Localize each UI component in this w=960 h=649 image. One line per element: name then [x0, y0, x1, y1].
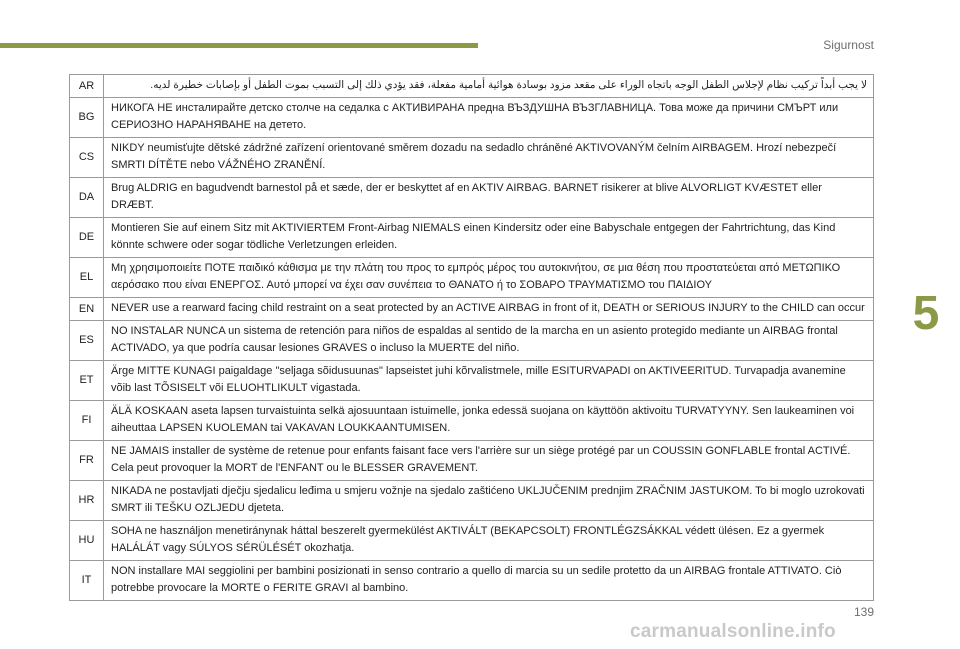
warning-text: НИКОГА НЕ инсталирайте детско столче на седалка с АКТИВИРАНА предна ВЪЗДУШНА ВЪЗГЛАВНИЦА. Това може да причини СМЪРТ или СЕРИОЗНО НАРАНЯВАНЕ на детето.	[104, 98, 874, 138]
language-code: BG	[70, 98, 104, 138]
warning-text: Μη χρησιμοποιείτε ΠΟΤΕ παιδικό κάθισμα με την πλάτη του προς το εμπρός μέρος του αυτοκινήτου, σε μια θέση που προστατεύεται από ΜΕΤΩΠΙΚΟ αερόσακο που είναι ΕΝΕΡΓΟΣ. Αυτό μπορεί να έχει σαν συνέπεια το ΘΑΝΑΤΟ ή το ΣΟΒΑΡΟ ΤΡΑΥΜΑΤΙΣΜΟ του ΠΑΙΔΙΟΥ	[104, 258, 874, 298]
language-code: HU	[70, 521, 104, 561]
language-code: EN	[70, 298, 104, 321]
table-row	[70, 521, 874, 561]
table-row	[70, 298, 874, 321]
table-row	[70, 401, 874, 441]
table-row	[70, 75, 874, 98]
language-code: FR	[70, 441, 104, 481]
table-row	[70, 481, 874, 521]
language-code: EL	[70, 258, 104, 298]
warning-text: NE JAMAIS installer de système de retenue pour enfants faisant face vers l'arrière sur un siège protégé par un COUSSIN GONFLABLE frontal ACTIVÉ. Cela peut provoquer la MORT de l'ENFANT ou le BLESSER GRAVEMENT.	[104, 441, 874, 481]
table-row	[70, 258, 874, 298]
warning-text: Montieren Sie auf einem Sitz mit AKTIVIERTEM Front-Airbag NIEMALS einen Kindersitz oder eine Babyschale entgegen der Fahrtrichtung, das Kind könnte schwere oder sogar tödliche Verletzungen erleiden.	[104, 218, 874, 258]
chapter-number: 5	[912, 286, 940, 340]
table-row	[70, 98, 874, 138]
table-row	[70, 321, 874, 361]
warning-text: NIKDY neumisťujte dětské zádržné zařízení orientované směrem dozadu na sedadlo chráněné AKTIVOVANÝM čelním AIRBAGEM. Hrozí nebezpečí SMRTI DÍTĚTE nebo VÁŽNÉHO ZRANĚNÍ.	[104, 138, 874, 178]
language-code: HR	[70, 481, 104, 521]
page-number: 139	[853, 605, 874, 619]
warning-text: NON installare MAI seggiolini per bambini posizionati in senso contrario a quello di marcia su un sedile protetto da un AIRBAG frontale ATTIVATO. Ciò potrebbe provocare la MORTE o FERITE GRAVI al bambino.	[104, 561, 874, 601]
language-code: CS	[70, 138, 104, 178]
table-row	[70, 441, 874, 481]
warning-text: NEVER use a rearward facing child restraint on a seat protected by an ACTIVE AIRBAG in front of it, DEATH or SERIOUS INJURY to the CHILD can occur	[104, 298, 874, 321]
section-title: Sigurnost	[823, 38, 874, 52]
warning-text: NO INSTALAR NUNCA un sistema de retención para niños de espaldas al sentido de la marcha en un asiento protegido mediante un AIRBAG frontal ACTIVADO, ya que podría causar lesiones GRAVES o incluso la MUERTE del niño.	[104, 321, 874, 361]
language-code: FI	[70, 401, 104, 441]
language-code: DE	[70, 218, 104, 258]
header-accent-bar	[0, 43, 478, 48]
watermark: carmanualsonline.info	[630, 621, 836, 642]
language-code: IT	[70, 561, 104, 601]
airbag-warning-table	[69, 74, 874, 601]
warning-text: Ärge MITTE KUNAGI paigaldage "seljaga sõidusuunas" lapseistet juhi kõrvalistmele, mille ESITURVAPADI on AKTIVEERITUD. Turvapadja avanemine võib last TÕSISELT või ELUOHTLIKULT vigastada.	[104, 361, 874, 401]
warning-text: Brug ALDRIG en bagudvendt barnestol på et sæde, der er beskyttet af en AKTIV AIRBAG. BARNET risikerer at blive ALVORLIGT KVÆSTET eller DRÆBT.	[104, 178, 874, 218]
table-row	[70, 138, 874, 178]
warning-text: SOHA ne használjon menetiránynak háttal beszerelt gyermekülést AKTIVÁLT (BEKAPCSOLT) FRONTLÉGZSÁKKAL védett ülésen. Ez a gyermek HALÁLÁT vagy SÚLYOS SÉRÜLÉSÉT okozhatja.	[104, 521, 874, 561]
warning-text: NIKADA ne postavljati dječju sjedalicu leđima u smjeru vožnje na sjedalo zaštićeno UKLJUČENIM prednjim ZRAČNIM JASTUKOM. To bi moglo uzrokovati SMRT ili TEŠKU OZLJEDU djeteta.	[104, 481, 874, 521]
language-code: ES	[70, 321, 104, 361]
table-row	[70, 561, 874, 601]
language-code: DA	[70, 178, 104, 218]
table-row	[70, 361, 874, 401]
table-row	[70, 178, 874, 218]
warning-text: ÄLÄ KOSKAAN aseta lapsen turvaistuinta selkä ajosuuntaan istuimelle, jonka edessä suojana on käyttöön aktivoitu TURVATYYNY. Sen laukeaminen voi aiheuttaa LAPSEN KUOLEMAN tai VAKAVAN LOUKKAANTUMISEN.	[104, 401, 874, 441]
table-row	[70, 218, 874, 258]
language-code: AR	[70, 75, 104, 98]
warning-text: لا يجب أبداً تركيب نظام لإجلاس الطفل الوجه باتجاه الوراء على مقعد مزود بوسادة هوائية أمامية مفعلة، فقد يؤدي ذلك إلى التسبب بموت الطفل أو بإصابات خطيرة لديه.	[104, 75, 874, 98]
language-code: ET	[70, 361, 104, 401]
